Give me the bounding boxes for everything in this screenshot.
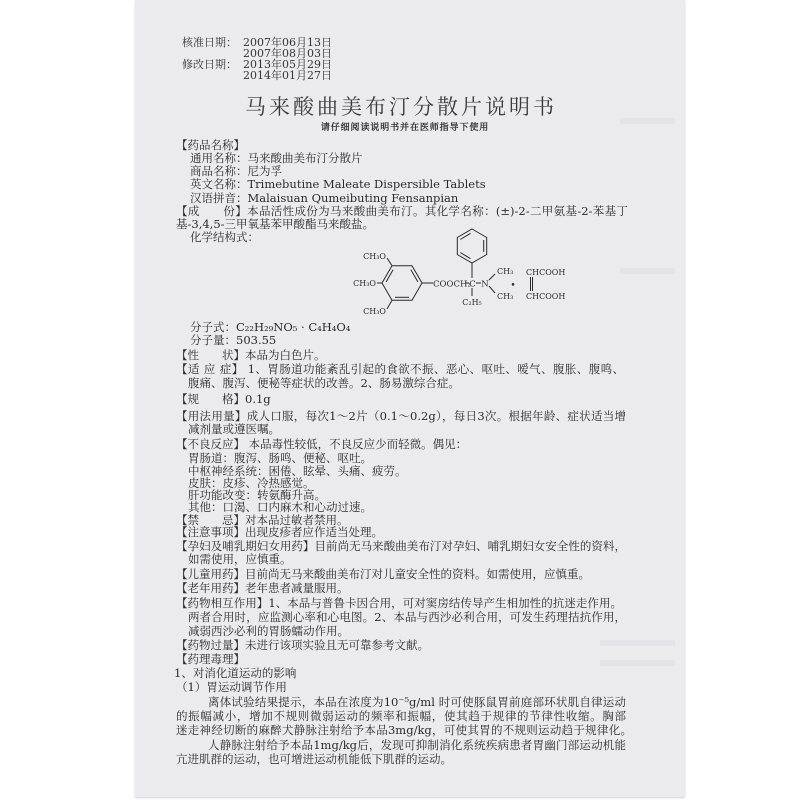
approval-date-1: 2007年06月13日 (243, 36, 332, 49)
document-subtitle: 请仔细阅读说明书并在医师指导下使用 (320, 123, 490, 133)
section-heading-contraindications: 【禁 忌】 (176, 513, 245, 527)
molecular-weight: 分子量：503.55 (190, 333, 277, 347)
pharmacology-paragraph-line: 的振幅减小，增加不规则微弱运动的频率和振幅，使其趋于规律的节律性收缩。胸部 (176, 709, 626, 723)
central-carbon-label: C (469, 279, 476, 290)
generic-name: 通用名称：马来酸曲美布汀分散片 (190, 151, 363, 165)
composition-line: 基-3,4,5-三甲氧基苯甲酸酯马来酸盐。 (176, 217, 375, 231)
pregnancy-line: 如需使用，应慎重。 (188, 552, 292, 566)
section-heading-composition: 【成 份】 (176, 204, 248, 218)
section-heading-pregnancy: 【孕妇及哺乳期妇女用药】 (176, 539, 315, 553)
pharmacology-paragraph-line: 迷走神经切断的麻醉犬静脉注射给予本品3mg/kg，可使其胃的不规则运动趋于规律化。 (176, 723, 632, 737)
methoxy-label: CH₃O (353, 279, 376, 288)
composition-line (176, 204, 628, 218)
nitrogen-label: N (481, 279, 489, 290)
adverse-reactions-line: 中枢神经系统：困倦、眩晕、头痛、疲劳。 (188, 464, 407, 478)
overdose-text: 未进行该项实验且无可靠参考文献。 (245, 638, 429, 652)
maleic-acid-label: CHCOOH (526, 268, 566, 277)
english-name: 英文名称：Trimebutine Maleate Dispersible Tablets (190, 177, 486, 191)
section-heading-overdose: 【药物过量】 (176, 638, 245, 652)
pharmacology-subsubheading: （1）胃运动调节作用 (176, 680, 287, 694)
salt-dot: • (510, 281, 516, 291)
pregnancy-line (176, 539, 626, 553)
chemical-structure-diagram (340, 220, 570, 330)
ester-chain-label: COOCH₂ (433, 279, 471, 290)
approval-date-2: 2007年08月03日 (243, 47, 332, 60)
adverse-reactions-line: 其他：口渴、口内麻木和心动过速。 (188, 500, 372, 514)
interactions-line: 两者合用时，应监测心率和心电图。2、本品与西沙必利合用，可发生药理拮抗作用， (188, 610, 626, 624)
bleed-through-mark (620, 268, 675, 274)
section-heading-pediatric: 【儿童用药】 (176, 567, 245, 581)
specification-text: 0.1g (245, 392, 271, 406)
methoxy-label: CH₃O (363, 307, 386, 316)
adverse-reactions-line: 皮肤：皮疹、冷热感觉。 (188, 476, 315, 490)
molecular-formula: 分子式：C₂₂H₂₉NO₅ · C₄H₄O₄ (190, 320, 351, 334)
pharmacology-subheading: 1、对消化道运动的影响 (174, 666, 297, 680)
pharmacology-paragraph-line: 亢进肌群的运动，也可增进运动机能低下肌群的运动。 (176, 752, 452, 766)
phenyl-ring (457, 229, 486, 263)
revision-date-label: 修改日期： (182, 58, 237, 71)
pediatric-line (176, 567, 590, 581)
benzene-ring (382, 266, 422, 301)
bleed-through-mark (600, 660, 675, 666)
section-heading-appearance: 【性 状】 (176, 348, 245, 362)
pinyin-name: 汉语拼音：Malaisuan Qumeibuting Fensanpian (190, 191, 459, 205)
section-heading-pharmacology: 【药理毒理】 (176, 652, 245, 666)
bleed-through-mark (600, 640, 675, 646)
indications-line: 腹痛、腹泻、便秘等症状的改善。2、肠易激综合症。 (188, 376, 460, 390)
section-heading-interactions: 【药物相互作用】 (176, 596, 269, 610)
specification-line (176, 392, 271, 406)
section-heading-specification: 【规 格】 (176, 392, 245, 406)
dosage-text: 成人口服，每次1～2片（0.1～0.2g），每日3次。根据年龄、症状适当增 (246, 409, 627, 423)
revision-date-1: 2013年05月29日 (243, 58, 332, 71)
interactions-line: 减弱西沙必利的胃肠蠕动作用。 (188, 624, 349, 638)
structure-label: 化学结构式： (190, 230, 259, 244)
approval-date-label: 核准日期： (182, 36, 237, 49)
appearance-text: 本品为白色片。 (245, 348, 326, 362)
interactions-text: 1、本品与普鲁卡因合用，可对窦房结传导产生相加性的抗迷走作用。 (268, 596, 622, 610)
ethyl-label: C₂H₅ (462, 298, 482, 307)
pregnancy-text: 目前尚无马来酸曲美布汀对孕妇、哺乳期妇女安全性的资料， (314, 539, 627, 553)
section-heading-dosage: 【用法用量】 (176, 409, 247, 423)
methyl-label: CH₃ (497, 292, 514, 301)
dosage-line (176, 409, 626, 423)
document-title: 马来酸曲美布汀分散片说明书 (245, 95, 557, 119)
adverse-reactions-line: 胃肠道：腹泻、肠鸣、便秘、呕吐。 (188, 451, 372, 465)
maleic-acid-label: CHCOOH (526, 292, 566, 301)
precautions-text: 出现皮疹者应作适当处理。 (245, 525, 383, 539)
pharmacology-paragraph-line: 离体试验结果提示，本品在浓度为10⁻⁵g/ml 时可使豚鼠胃前庭部环状肌自律运动 (208, 695, 626, 709)
overdose-line (176, 638, 429, 652)
section-heading-precautions: 【注意事项】 (176, 525, 245, 539)
indications-line (176, 362, 624, 376)
geriatric-text: 老年患者减量服用。 (245, 581, 349, 595)
revision-date-2: 2014年01月27日 (243, 69, 332, 82)
adverse-reactions-line (176, 437, 467, 451)
methyl-label: CH₃ (497, 267, 514, 276)
trade-name: 商品名称：尼为孚 (190, 164, 282, 178)
section-heading-adverse-reactions: 【不良反应】 (176, 437, 245, 451)
section-heading-drug-name: 【药品名称】 (176, 138, 245, 152)
contraindications-text: 对本品过敏者禁用。 (245, 513, 349, 527)
appearance-line (176, 348, 326, 362)
section-heading-indications: 【适 应 症】 (176, 362, 244, 376)
section-heading-geriatric: 【老年用药】 (176, 581, 245, 595)
dosage-line: 减剂量或遵医嘱。 (188, 422, 280, 436)
indications-text: 1、胃肠道功能紊乱引起的食欲不振、恶心、呕吐、嗳气、腹胀、腹鸣、 (243, 362, 625, 376)
precautions-line (176, 525, 383, 539)
composition-text: 本品活性成份为马来酸曲美布汀。其化学名称：(±)-2-二甲氨基-2-苯基丁 (247, 204, 628, 218)
pediatric-text: 目前尚无马来酸曲美布汀对儿童安全性的资料。如需使用，应慎重。 (245, 567, 590, 581)
adverse-reactions-text: 本品毒性较低，不良反应少而轻微。偶见： (245, 437, 468, 451)
pharmacology-paragraph-line: 人静脉注射给予本品1mg/kg后，发现可抑制消化系统疾病患者胃幽门部运动机能 (208, 738, 626, 752)
adverse-reactions-line: 肝功能改变：转氨酶升高。 (188, 488, 326, 502)
interactions-line (176, 596, 622, 610)
methoxy-label: CH₃O (363, 252, 386, 261)
geriatric-line (176, 581, 349, 595)
